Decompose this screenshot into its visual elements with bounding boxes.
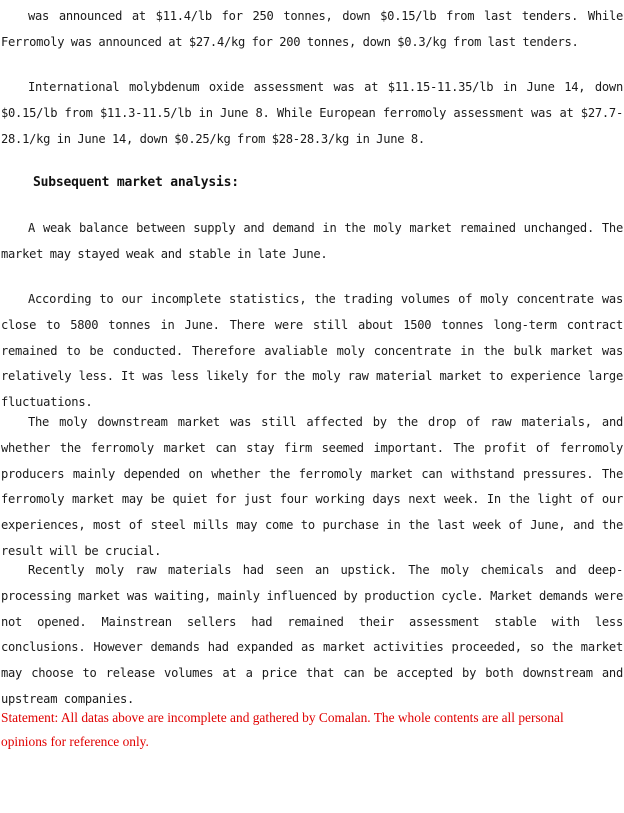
section-heading: Subsequent market analysis: <box>33 175 239 190</box>
paragraph-supply-demand: A weak balance between supply and demand in the moly market remained unchanged. The market may stayed weak and stable in late June. <box>1 221 623 261</box>
paragraph-trading-volumes: According to our incomplete statistics, the trading volumes of moly concentrate was close to 5800 tonnes in June. There were still about 1500 tonnes long-term contract remained to be conducted. Therefore avaliable moly concentrate in the bulk market was relatively less. It was less likely for the moly raw material market to experience large fluctuations. <box>1 292 623 410</box>
paragraph-downstream-market: The moly downstream market was still affected by the drop of raw materials, and whether the ferromoly market can stay firm seemed important. The profit of ferromoly producers mainly depended on whether the ferromoly market can withstand pressures. The ferromoly market may be quiet for just four working days next week. In the light of our experiences, most of steel mills may come to purchase in the last week of June, and the result will be crucial. <box>1 415 623 558</box>
paragraph-tender-results: was announced at $11.4/lb for 250 tonnes, down $0.15/lb from last tenders. While Ferromoly was announced at $27.4/kg for 200 tonnes, down $0.3/kg from last tenders. <box>1 9 623 49</box>
paragraph-international-assessment: International molybdenum oxide assessment was at $11.15-11.35/lb in June 14, down $0.15/lb from $11.3-11.5/lb in June 8. While European ferromoly assessment was at $27.7-28.1/kg in June 14, down $0.25/kg from $28-28.3/kg in June 8. <box>1 80 623 146</box>
disclaimer-statement: Statement: All datas above are incomplete and gathered by Comalan. The whole contents are all personal opinions for reference only. <box>1 710 564 749</box>
paragraph-raw-materials-upstick: Recently moly raw materials had seen an upstick. The moly chemicals and deep-processing market was waiting, mainly influenced by production cycle. Market demands were not opened. Mainstrean sellers had remained their assessment stable with less conclusions. However demands had expanded as market activities proceeded, so the market may choose to release volumes at a price that can be accepted by both downstream and upstream companies. <box>1 563 623 706</box>
